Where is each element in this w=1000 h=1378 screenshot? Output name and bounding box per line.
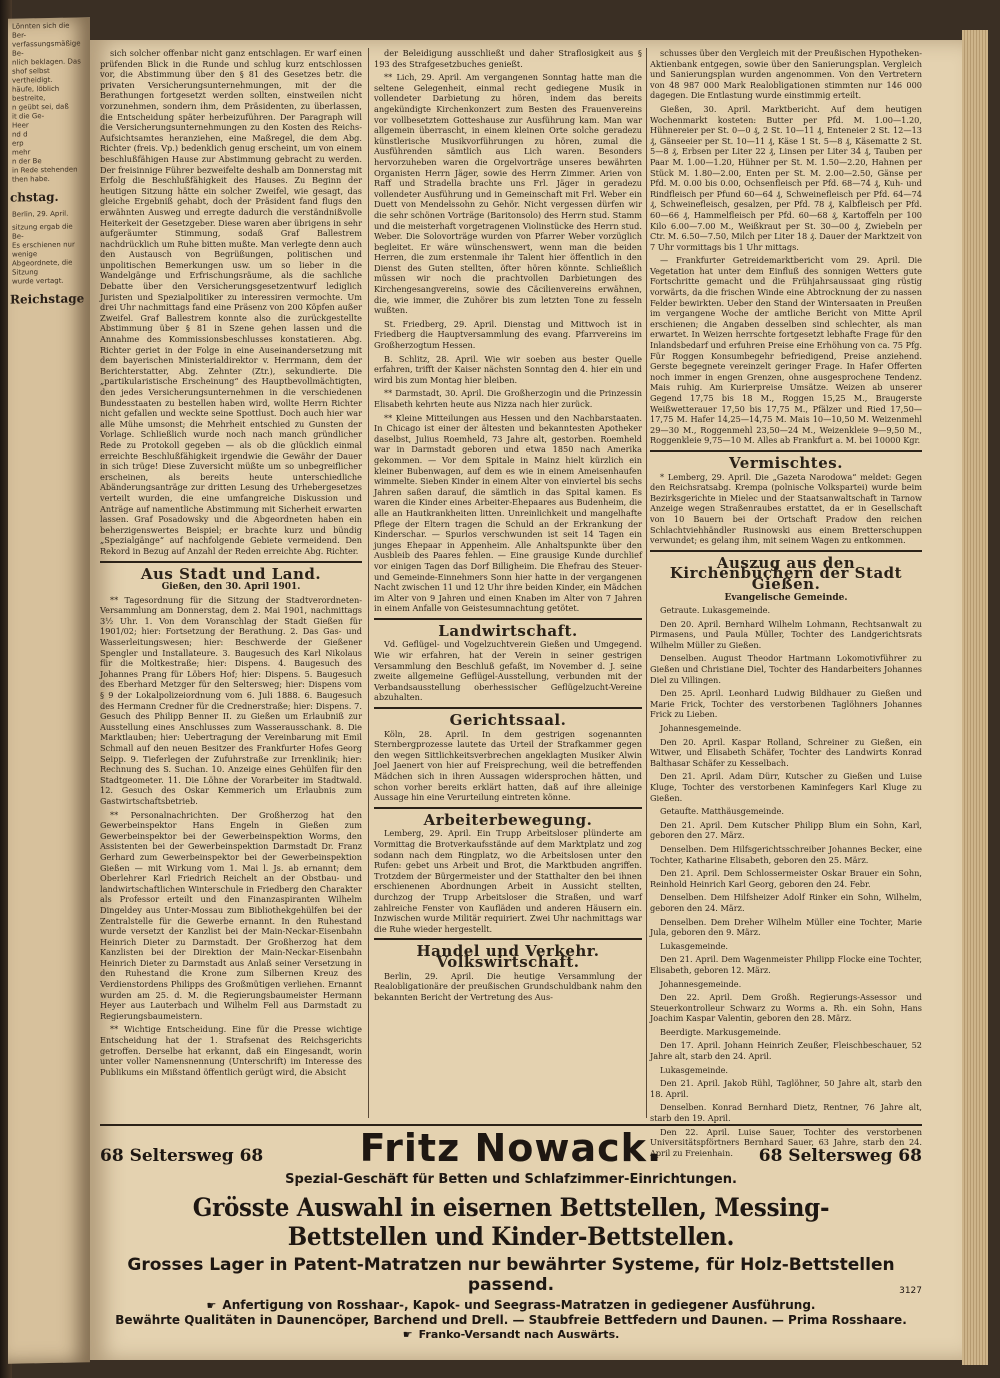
section-rule: [650, 450, 922, 452]
register-entry: Johannesgemeinde.: [660, 723, 742, 734]
article-paragraph: ** Tagesordnung für die Sitzung der Stadtverordneten-Versammlung am Donnerstag, dem 2. Mai 1901, nachmittags 3½ Uhr. 1. Von dem Voranschlag der Stadt Gießen für 1901/02; hier: Fortsetzung der Berathung. 2. Das Gas- und Wasserleitungswesen; hier: Beschwerde der Gießener Spengler und Installateure. 3. Baugesuch des Karl Nikolaus für die Moltkestraße; hier: Dispens. 4. Baugesuch des Johannes Prang für Löbers Hof; hier: Dispens. 5. Baugesuch des Eberhard Metzger für den Seltersweg; hier: Dispens vom § 9 der Lokalpolizeiordnung vom 6. Juli 1888. 6. Baugesuch des Hermann Credner für die Crednerstraße; hier: Dispens. 7. Gesuch des Philipp Benner II. zu Gießen um Erlaubniß zur Ausstellung eines Anschlusses zum Wasserausschank. 8. Die Marktlauben; hier: Uebertragung der Vereinbarung mit Emil Schmall auf den neuen Besitzer des Frankfurter Hofes Georg Seipp. 9. Tieferlegen der Zufuhrstraße zur Irrenklinik; hier: Rechnung des S. Suchan. 10. Anzeige eines Gehülfen für den Stadtgeometer. 11. Die Löhne der Vorarbeiter im Stadtwald. 12. Gesuch des Oskar Kemmerich um Erlaubnis zum Gastwirtschaftsbetrieb.: [100, 594, 362, 806]
article-paragraph: St. Friedberg, 29. April. Dienstag und Mittwoch ist in Friedberg die Hauptversammlung des evang. Pfarrvereins im Großherzogtum Hessen.: [374, 318, 642, 351]
pointing-hand-icon: ☛: [206, 1299, 217, 1312]
ad-headline: Grösste Auswahl in eisernen Bettstellen, Messing-Bettstellen und Kinder-Bettstellen.: [192, 1193, 830, 1251]
article-paragraph: Gießen, 30. April. Marktbericht. Auf dem heutigen Wochenmarkt kosteten: Butter per Pfd. M. 1.00—1.20, Hühnereier per St. 0—0 ₰, 2 St. 10—11 ₰, Enteneier 2 St. 12—13 ₰, Gänseeier per St. 10—11 ₰, Käse 1 St. 5—8 ₰, Käsematte 2 St. 5—8 ₰, Erbsen per Liter 22 ₰, Linsen per Liter 34 ₰, Tauben per Paar M. 1.00—1.20, Hühner per St. M. 1.50—2.20, Hahnen per Stück M. 1.80—2.00, Enten per St. M. 2.00—2.50, Gänse per Pfd. M. 0.00 bis 0.00, Ochsenfleisch per Pfd. 68—74 ₰, Kuh- und Rindfleisch per Pfund 60—64 ₰, Schweinefleisch per Pfd. 64—74 ₰, Schweinefleisch, gesalzen, per Pfd. 78 ₰, Kalbfleisch per Pfd. 60—66 ₰, Hammelfleisch per Pfd. 60—68 ₰, Kartoffeln per 100 Kilo 6.00—7.00 M., Weißkraut per St. 30—00 ₰, Zwiebeln per Ctr. M. 6.50—7.50, Milch per Liter 18 ₰. Dauer der Marktzeit von 7 Uhr vormittags bis 1 Uhr mittags.: [650, 103, 922, 252]
column-rule: [368, 48, 369, 1118]
article-paragraph: ** Kleine Mitteilungen aus Hessen und den Nachbarstaaten. In Chicago ist einer der ältesten und bekanntesten Apotheker daselbst, Julius Roemheld, 73 Jahre alt, gestorben. Roemheld war in Darmstadt geboren und etwa 1850 nach Amerika gekommen. — Vor dem Spitale in Mainz hielt kürzlich ein kleiner Bubenwagen, auf dem es wie in einem Ameisenhaufen wimmelte. Sieben Kinder in einem Alter von einviertel bis sechs Jahren saßen darauf, die sämtlich in das Spital kamen. Es waren die Kinder eines Arbeiter-Ehepaares aus Budenheim, die alle an Hautkrankheiten litten. Unreinlichkeit und mangelhafte Pflege der Eltern tragen die Schuld an der Erkrankung der Kinderschar. — Spurlos verschwunden ist seit 14 Tagen ein junges Ehepaar in Appenheim. Alle Anhaltspunkte über den Ausbleib des Paares fehlen. — Eine grausige Kunde durchlief vor einigen Tagen das Dorf Billigheim. Die Ehefrau des Steuer- und Gemeinde-Einnehmers Sonn hier hatte in der vergangenen Nacht zwischen 11 und 12 Uhr ihre beiden Kinder, ein Mädchen im Alter von 9 Jahren und einen Knaben im Alter von 7 Jahren in einem Anfalle von Geistesumnachtung getötet.: [374, 412, 642, 614]
article-paragraph: B. Schlitz, 28. April. Wie wir soeben aus bester Quelle erfahren, trifft der Kaiser nächsten Sonntag den 4. hier ein und wird bis zum Montag hier bleiben.: [374, 353, 642, 385]
article-paragraph: — Frankfurter Getreidemarktbericht vom 29. April. Die Vegetation hat unter dem Einfluß des sonnigen Wetters gute Fortschritte gemacht und die Frühjahrsaussaat ging rüstig vorwärts, da die frischen Winde eine Abtrocknung der zu nassen Felder bewirkten. Ueber den Stand der Wintersaaten in Preußen im vergangene Woche der amtliche Bericht von Mitte April erschienen; die Angaben desselben sind schlechter, als man erwartet. In Weizen herrschte fortgesetzt lebhafte Frage für den Inlandsbedarf und erfuhren Preise eine Erhöhung von ca. 75 Pfg. Für Roggen Konsumbegehr befriedigend, Preise anziehend. Gerste begegnete vereinzelt geringer Frage. In Hafer Offerten noch immer in engen Grenzen, ohne ausgesprochene Tendenz. Mais ruhig. Am Kurierpreise Umsätze. Weizen ab unserer Gegend 17,75 bis 18 M., Roggen 15,25 M., Braugerste Weißwetterauer 17,50 bis 17,75 M., Pfälzer und Ried 17,50—17,75 M. Hafer 14,25—14,75 M. Mais 10—10,50 M. Weizenmehl 29—30 M., Roggenmehl 23,50—24 M., Weizenkleie 9—9,50 M., Roggenkleie 9,75—10 M. Alles ab Frankfurt a. M. bei 10000 Kgr.: [650, 255, 922, 446]
ad-subtitle: Spezial-Geschäft für Betten und Schlafzimmer-Einrichtungen.: [285, 1172, 737, 1187]
register-entry: Getaufte. Matthäusgemeinde.: [660, 806, 784, 817]
ad-number: 3127: [899, 1286, 922, 1296]
ad-line-versand-text: Franko-Versandt nach Auswärts.: [418, 1328, 620, 1341]
register-entry: Denselben. Dem Dreher Wilhelm Müller eine Tochter, Marie Jula, geboren den 9. März.: [650, 916, 922, 938]
article-paragraph: schusses über den Vergleich mit der Preußischen Hypotheken-Aktienbank entgegen, sowie über den Sanierungsplan. Vergleich und Sanierungsplan wurden angenommen. Von den Vertretern von 48 987 000 Mark Realobligationen stimmten nur 146 000 dagegen. Die Entlastung wurde einstimmig erteilt.: [650, 48, 922, 101]
left-page-dateline: Berlin, 29. April.: [12, 209, 69, 219]
register-entry: Den 22. April. Dem Großh. Regierungs-Assessor und Steuerkontrolleur Schwarz zu Worms a. Rh. ein Sohn, Hans Joachim Kaspar Valentin, geboren den 28. März.: [650, 992, 922, 1024]
article-paragraph: Berlin, 29. April. Die heutige Versammlung der Realobligationäre der preußischen Grundschuldbank nahm den bekannten Bericht der Vertretung des Aus-: [374, 970, 642, 1002]
article-paragraph: der Beleidigung ausschließt und daher Straflosigkeit aus § 193 des Strafgesetzbuches genießt.: [374, 48, 642, 69]
ad-line-matratzen: Grosses Lager in Patent-Matratzen nur bewährter Systeme, für Holz-Bettstellen passend.: [127, 1255, 895, 1295]
register-entry: Johannesgemeinde.: [660, 978, 742, 989]
column-2: [374, 48, 642, 1120]
article-paragraph: ** Lich, 29. April. Am vergangenen Sonntag hatte man die seltene Gelegenheit, einmal recht gediegene Musik in vollendeter Darbietung zu hören, indem das bereits angekündigte Kirchenkonzert zum Besten des Frauenvereins vor vollbesetztem Gotteshause zur Ausführung kam. Man war allgemein überrascht, in einem kleinen Orte solche geradezu künstlerische Musikvorführungen zu hören, zumal die Ausführenden sämtlich aus Lich waren. Besonders hervorzuheben waren die Orgelvorträge unseres bewährten Organisten Herrn Jäger, sowie des Herrn Zimmer. Arien von Raff und Stradella brachte uns Frl. Jäger in geradezu vollendeter Ausführung und in Gemeinschaft mit Frl. Weber ein Duett von Mendelssohn zu Gehör. Nicht vergessen dürfen wir die sehr schönen Vorträge (Baritonsolo) des Herrn stud. Stamm und die meisterhaft vorgetragenen Violinstücke des Herrn stud. Weber. Die Solovorträge wurden von Pfarrer Weber vorzüglich begleitet. Er wäre wünschenswert, wenn man die beiden Herren, die zum erstenmale ihr Talent hier öffentlich in den Dienst des Guten stellten, öfter hören könnte. Schließlich müssen wir noch die prachtvollen Darbietungen des Kirchengesangvereins, sowie des Cäcilienvereins erwähnen, die, wie immer, die Zuhörer bis zum letzten Tone zu fesseln wußten.: [374, 72, 642, 316]
register-entry: Denselben. Dem Hilfsgerichtsschreiber Johannes Becker, eine Tochter, Katharine Elisabeth, geboren den 25. März.: [650, 843, 922, 865]
ad-line-versand: [100, 1328, 922, 1341]
pointing-hand-icon: ☛: [402, 1328, 413, 1341]
subheading-evangelische-gemeinde: Evangelische Gemeinde.: [724, 592, 848, 603]
section-rule: [374, 707, 642, 709]
section-title-handel: Handel und Verkehr. Volkswirtschaft.: [416, 942, 600, 971]
column-rule: [646, 48, 647, 1118]
register-entry: Denselben. August Theodor Hartmann Lokomotivführer zu Gießen und Christiane Diel, Tochter des Handarbeiters Johannes Diel zu Villingen.: [650, 653, 922, 685]
ad-header-row: [100, 1126, 922, 1170]
register-entry: Den 21. April. Jakob Rühl, Taglöhner, 50 Jahre alt, starb den 18. April.: [650, 1078, 922, 1099]
register-entry: Denselben. Dem Hilfsheizer Adolf Rinker ein Sohn, Wilhelm, geboren den 24. März.: [650, 892, 922, 913]
register-entry: Den 25. April. Leonhard Ludwig Bildhauer zu Gießen und Marie Frick, Tochter des verstorbenen Taglöhners Johannes Frick zu Lieben.: [650, 688, 922, 720]
register-entry: Den 22. April. Luise Sauer, Tochter des verstorbenen Universitätspförtners Bernhard Sauer, 63 Jahre, starb den 24. April zu Freienhain.: [650, 1126, 922, 1158]
section-title-kirchenbuecher: Auszug aus den Kirchenbüchern der Stadt Gießen.: [669, 553, 903, 593]
left-page-text-top: Lönnten sich die Ber- verfassungsmäßige Be- nlich beklagen. Das shof selbst vertheidigt. häufe, löblich bestreite, n geübt sei, daß it die Ge- Heer nd d erp mehr n der Be in Rede stehenden then habe.: [12, 21, 81, 184]
article-paragraph: Köln, 28. April. In dem gestrigen sogenannten Sternbergprozesse lautete das Urteil der Strafkammer gegen den wegen Sittlichkeitsverbrechen angeklagten Musiker Alwin Joel Jaenert von hier auf Freisprechung, weil die betreffenden Mädchen sich in ihren Aussagen widersprochen hätten, und schon vorher bereits erklärt hatten, daß auf ihre alleinige Aussage hin eine Verurteilung eintreten könne.: [374, 728, 642, 803]
register-entry: Getraute. Lukasgemeinde.: [660, 605, 771, 616]
section-rule: [374, 618, 642, 620]
left-page-heading-2: Reichstage: [10, 291, 85, 307]
dateline: Gießen, den 30. April 1901.: [161, 582, 301, 593]
section-rule: [374, 807, 642, 809]
register-entry: Den 21. April. Dem Wagenmeister Philipp Flocke eine Tochter, Elisabeth, geboren 12. März.: [650, 954, 922, 975]
register-entry: Den 17. April. Johann Heinrich Zeußer, Fleischbeschauer, 52 Jahre alt, starb den 24. April.: [650, 1040, 922, 1062]
article-paragraph: ** Personalnachrichten. Der Großherzog hat den Gewerbeinspektor Hans Engeln in Gießen zum Gewerbeinspektor bei der Gewerbeinspektion Worms, den Assistenten bei der Gewerbeinspektion Darmstadt Dr. Franz Gerhard zum Gewerbeinspektor bei der Gewerbeinspektion Gießen — mit Wirkung vom 1. Mai l. Js. ab ernannt; dem Oberlehrer Karl Friedrich Reichelt an der Obstbau- und landwirtschaftlichen Winterschule in Friedberg den Charakter als Professor erteilt und den Finanzaspiranten Wilhelm Dingeldey aus Unter-Mossau zum Bibliothekgehülfen bei der Zentralstelle für die Gewerbe ernannt. In den Ruhestand wurde versetzt der Kanzlist bei der Main-Neckar-Eisenbahn Heinrich Dieter zu Darmstadt. Der Großherzog hat dem Kanzlisten bei der Direktion der Main-Neckar-Eisenbahn Heinrich Dieter zu Darmstadt aus Anlaß seiner Versetzung in den Ruhestand die Krone zum Silbernen Kreuz des Verdienstordens Philipps des Großmütigen verliehen. Ernannt wurden am 25. d. M. die Regierungsbaumeister Hermann Heyer aus Lauterbach und Wilhelm Fell aus Darmstadt zu Regierungsbaumeistern.: [100, 809, 362, 1021]
article-paragraph: * Lemberg, 29. April. Die „Gazeta Narodowa“ meldet: Gegen den Reichsratsabg. Krempa (polnische Volkspartei) wurde beim Bezirksgerichte in Mielec und der Staatsanwaltschaft in Tarnow Anzeige wegen Straßenraubes erstattet, da er in Gesellschaft von 10 Bauern bei der Ortschaft Pradow den reichen Schlachtviehhändler Rusinowski aus einem Bretterschuppen verwundet; es gelang ihm, mit seinem Wagen zu entkommen.: [650, 471, 922, 546]
register-entry: Den 21. April. Dem Kutscher Philipp Blum ein Sohn, Karl, geboren den 27. März.: [650, 819, 922, 841]
section-rule: [650, 550, 922, 552]
article-paragraph: sich solcher offenbar nicht ganz entschlagen. Er warf einen prüfenden Blick in die Runde und schlug kurz entschlossen vor, die Abstimmung über den § 81 des Gesetzes betr. die privaten Versicherungsunternehmungen, mit der die Berathungen fortgesetzt werden sollten, einstweilen nicht vorzunehmen, sondern ihm, dem Präsidenten, zu überlassen, die Entscheidung später herbeizuführen. Der Paragraph will die Versicherungsunternehmungen zu den Kosten des Reichs-Aufsichtsamtes heranziehen, eine Maßregel, die dem Abg. Richter (freis. Vp.) bedenklich genug erscheint, um von einem beschlußfähigen Hause zur Abstimmung gebracht zu werden. Der freisinnige Führer bezweifelte deshalb am Donnerstag mit Erfolg die Beschlußfähigkeit des Hauses. Zu Beginn der heutigen Sitzung hätte ein solcher Zweifel, wie gesagt, das gleiche Ergebniß gehabt, doch der Präsident fand flugs den erwähnten Ausweg und erregte dadurch die verständnißvolle Heiterkeit der Gesetzgeber. Diese waren aber übrigens in sehr aufgeräumter Stimmung, sodaß Graf Ballestrem nachdrücklich um Ruhe bitten mußte. Man verlegte denn auch den Austausch von Begrüßungen, politischen und unpolitischen Bemerkungen usw. um so lieber in die Wandelgänge und Erfrischungsräume, als die sachliche Debatte über den Versicherungsgesetzentwurf lediglich Juristen und Spezialpolitiker zu interessiren vermochte. Um drei Uhr nachmittags fand eine Präsenz von 200 Köpfen außer Zweifel. Graf Ballestrem konnte also die zurückgestellte Abstimmung über § 81 in Szene gehen lassen und die Annahme des Kommissionsbeschlusses konstatieren. Abg. Richter geriet in der Folge in eine Auseinandersetzung mit dem bayerischen Ministerialdirektor v. Herrmann, dem der Berichterstatter, Abg. Zehnter (Ztr.), sekundierte. Die „partikularistische Erscheinung“ des Hauptbevollmächtigten, den jedes Versicherungsunternehmen in die verschiedenen Bundesstaaten zu bestellen haben wird, wollte Herrn Richter nicht gefallen und weckte seine Spottlust. Doch auch hier war alle Mühe umsonst; die Mehrheit entschied zu Gunsten der Vorlage. Schließlich wurde noch nach manch gründlicher Rede zu Protokoll gegeben — als ob die glücklich einmal erreichte Beschlußfähigkeit irgendwie die Gewähr der Dauer in sich trüge! Diese Zuversicht müßte um so unbegreiflicher erscheinen, als bereits heute unterschiedliche Abänderungsanträge zur dritten Lesung des Urhebergesetzes verteilt wurden, die eine umfangreiche Diskussion und Anträge auf namentliche Abstimmung mit Sicherheit erwarten lassen. Graf Posadowsky und die Abgeordneten haben ein beherzigenswertes Beispiel; er brachte kurz und bündig „Spezialgänge“ auf nachfolgende Gebiete vermeidend. Den Rekord in Bezug auf Anzahl der Reden erreichte Abg. Richter.: [100, 48, 362, 556]
register-entry: Lukasgemeinde.: [660, 940, 729, 951]
left-page-text-bottom: sitzung ergab die Be- Es erschienen nur wenige Abgeordnete, die Sitzung wurde vertagt.: [12, 222, 75, 286]
ad-line-anfertigung: [100, 1298, 922, 1312]
article-paragraph: ** Wichtige Entscheidung. Eine für die Presse wichtige Entscheidung hat der 1. Strafsenat des Reichsgerichts getroffen. Derselbe hat erkannt, daß ein Eingesandt, worin unter voller Namensnennung (Unterschrift) im Interesse des Publikums ein Mißstand öffentlich gerügt wird, die Absicht: [100, 1024, 362, 1077]
article-paragraph: Lemberg, 29. April. Ein Trupp Arbeitsloser plünderte am Vormittag die Brotverkaufsstände auf dem Marktplatz und zog sodann nach dem Ringplatz, wo die Arbeitslosen unter den Rufen: gebet uns Arbeit und Brot, die Marktbuden angriffen. Trotzdem der Bürgermeister und der Statthalter den bei ihnen erschienenen Abordnungen Arbeit in Aussicht stellten, durchzog der Trupp Arbeitsloser die Straßen, und warf zahlreiche Fenster von Kaufläden und anderen Häusern ein. Inzwischen wurde Militär requiriert. Zwei Uhr nachmittags war die Ruhe wieder hergestellt.: [374, 828, 642, 934]
section-title-arbeiterbewegung: Arbeiterbewegung.: [423, 810, 593, 829]
left-page-fragment: [8, 17, 90, 1363]
ad-address-left: 68 Seltersweg 68: [100, 1146, 264, 1166]
ad-firm-name: Fritz Nowack.: [359, 1126, 663, 1170]
advertisement-fritz-nowack: [100, 1124, 922, 1341]
register-entry: Lukasgemeinde.: [660, 1064, 729, 1075]
ad-address-right: 68 Seltersweg 68: [758, 1146, 922, 1166]
section-rule: [374, 938, 642, 940]
section-title-gerichtssaal: Gerichtssaal.: [449, 711, 567, 730]
ad-line-anfertigung-text: Anfertigung von Rosshaar-, Kapok- und Seegrass-Matratzen in gediegener Ausführung.: [222, 1298, 816, 1312]
section-title-stadt-und-land: Aus Stadt und Land.: [140, 564, 322, 583]
register-entry: Den 21. April. Dem Schlossermeister Oskar Brauer ein Sohn, Reinhold Heinrich Karl Georg, geboren den 24. Febr.: [650, 868, 922, 889]
section-rule: [100, 561, 362, 563]
article-paragraph: Vd. Geflügel- und Vogelzuchtverein Gießen und Umgegend. Wie wir erfahren, hat der Verein in seiner gestrigen Versammlung den Beschluß gefaßt, im November d. J. seine zweite allgemeine Geflügel-Ausstellung, verbunden mit der Verbandsausstellung oberhessischer Geflügelzucht-Vereine abzuhalten.: [374, 639, 642, 703]
register-entry: Den 20. April. Bernhard Wilhelm Lohmann, Rechtsanwalt zu Pirmasens, und Paula Müller, Tochter des Landgerichtsrats Wilhelm Müller zu Gießen.: [650, 618, 922, 650]
left-page-heading: chstag.: [10, 189, 59, 205]
ad-line-qualitaeten: Bewährte Qualitäten in Daunencöper, Barchend und Drell. — Staubfreie Bettfedern und Daunen. — Prima Rosshaare.: [115, 1313, 907, 1327]
register-entry: Den 20. April. Kaspar Rolland, Schreiner zu Gießen, ein Witwer, und Elisabeth Schäfer, Tochter des Landwirts Konrad Balthasar Schäfer zu Kesselbach.: [650, 736, 922, 768]
page-edges: [962, 30, 988, 1365]
register-entry: Den 21. April. Adam Dürr, Kutscher zu Gießen und Luise Kluge, Tochter des verstorbenen Kaminfegers Karl Kluge zu Gießen.: [650, 771, 922, 803]
register-entry: Beerdigte. Markusgemeinde.: [660, 1026, 781, 1037]
column-1: [100, 48, 362, 1120]
section-title-vermischtes: Vermischtes.: [729, 453, 843, 472]
register-entry: Denselben. Konrad Bernhard Dietz, Rentner, 76 Jahre alt, starb den 19. April.: [650, 1102, 922, 1124]
article-paragraph: ** Darmstadt, 30. April. Die Großherzogin und die Prinzessin Elisabeth kehrten heute aus Nizza nach hier zurück.: [374, 388, 642, 409]
section-title-landwirtschaft: Landwirtschaft.: [438, 621, 578, 640]
